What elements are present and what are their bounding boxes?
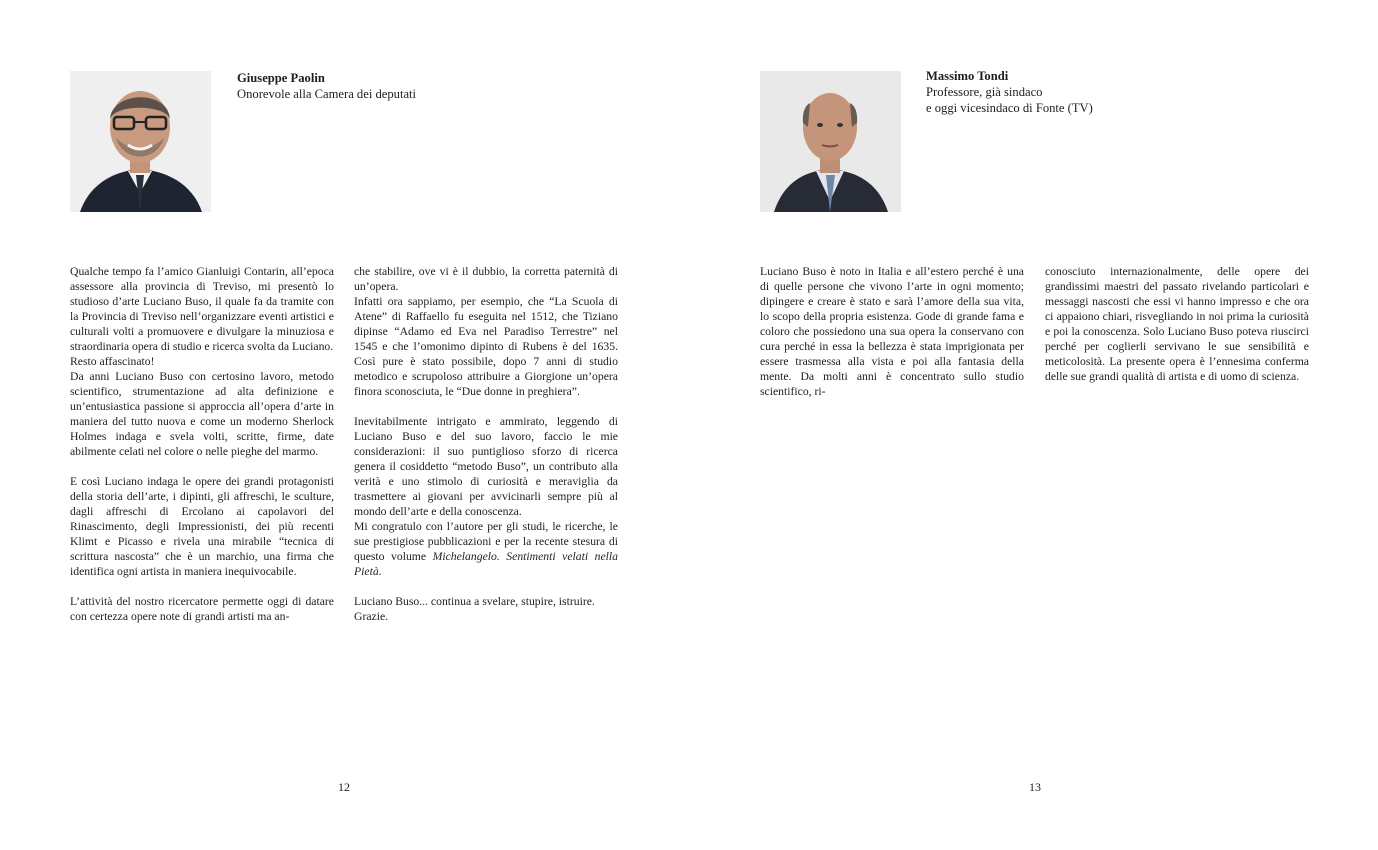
- author-photo-paolin: [70, 71, 211, 212]
- paragraph-gap: [354, 399, 618, 414]
- author-role: Onorevole alla Camera dei deputati: [237, 87, 417, 101]
- right-page: [689, 0, 1378, 850]
- paragraph: che stabilire, ove vi è il dubbio, la corretta paternità di un’opera.: [354, 265, 618, 293]
- paragraph-gap: [70, 459, 334, 474]
- author-name: Massimo Tondi: [926, 69, 1009, 83]
- page-number: 12: [338, 780, 350, 794]
- author-name: Giuseppe Paolin: [237, 71, 325, 85]
- text-column-1: [70, 264, 334, 624]
- paragraph-gap: [70, 579, 334, 594]
- paragraph: Luciano Buso è noto in Italia e all’estero perché è una di quelle persone che vivono l’arte in ogni momento; dipingere e creare è stato e sarà l’amore della sua vita, lo scopo della propria esistenza. Gode di grande fama e coloro che possiedono una sua opera la conservano con cura perché in essa la bellezza è stata imprigionata per essere trasmessa alla vista e poi alla fantasia della mente. Da molti anni è concentrato sullo studio scientifico, ri-: [760, 265, 1024, 398]
- paragraph: Luciano Buso... continua a svelare, stupire, istruire.: [354, 595, 595, 608]
- author-role-line-1: Professore, già sindaco: [926, 85, 1043, 99]
- book-title: Michelangelo. Sentimenti velati nella Pietà: [354, 550, 618, 578]
- paragraph: Resto affascinato!: [70, 355, 155, 368]
- paragraph-gap: [354, 579, 618, 594]
- paragraph-text: Mi congratulo con l’autore per gli studi, le ricerche, le sue prestigiose pubblicazioni e per la recente stesura di questo volume: [354, 520, 618, 563]
- paragraph: Grazie.: [354, 610, 389, 623]
- paragraph: E così Luciano indaga le opere dei grandi protagonisti della storia dell’arte, i dipinti, gli affreschi, le sculture, dagli affreschi di Ercolano ai capolavori del Rinascimento, degli Impressionisti, dei più recenti Klimt e Picasso e rivela una mirabile “tecnica di scrittura nascosta” che è un marchio, una firma che identifica ogni artista in maniera inequivocabile.: [70, 475, 334, 578]
- paragraph: Inevitabilmente intrigato e ammirato, leggendo di Luciano Buso e del suo lavoro, faccio le mie considerazioni: il suo puntiglioso sforzo di ricerca genera il cosiddetto “metodo Buso”, un contributo alla verità e uno stimolo di curiosità e meraviglia da trasmettere ai giovani per avvicinarli sempre più al mondo dell’arte e della conoscenza.: [354, 415, 618, 518]
- paragraph: conosciuto internazionalmente, delle opere dei grandissimi maestri del passato rivelando particolari e messaggi nascosti che essi vi hanno impresso e che ora ci appaiono chiari, risvegliando in noi prima la curiosità e poi la conoscenza. Solo Luciano Buso poteva riuscirci perché per coglierli servivano le sue sensibilità e meticolosità. La presente opera è l’ennesima conferma delle sue grandi qualità di artista e di uomo di scienza.: [1045, 265, 1309, 383]
- text-column-2: [1045, 264, 1309, 384]
- author-block-paolin: [237, 70, 416, 102]
- paragraph: Qualche tempo fa l’amico Gianluigi Contarin, all’epoca assessore alla provincia di Treviso, mi presentò lo studioso d’arte Luciano Buso, il quale fa da tramite con la Provincia di Treviso nell’organizzare eventi artistici e culturali volti a promuovere e divulgare la minuziosa e straordinaria opera di studio e ricerca svolta da Luciano.: [70, 265, 334, 353]
- text-column-1: [760, 264, 1024, 399]
- page-number: 13: [1029, 780, 1041, 794]
- paragraph: Da anni Luciano Buso con certosino lavoro, metodo scientifico, strumentazione ad alta definizione e un’entusiastica passione si approccia all’opera d’arte in maniera del tutto nuova e come un moderno Sherlock Holmes indaga e svela volti, scritte, firme, date abilmente celati nel colore o nelle pieghe del marmo.: [70, 370, 334, 458]
- paragraph: L’attività del nostro ricercatore permette oggi di datare con certezza opere note di grandi artisti ma an-: [70, 595, 334, 623]
- text-column-2: [354, 264, 618, 624]
- paragraph-text: .: [378, 565, 382, 578]
- author-block-tondi: [926, 68, 1093, 116]
- author-role-line-2: e oggi vicesindaco di Fonte (TV): [926, 101, 1093, 115]
- paragraph: Infatti ora sappiamo, per esempio, che “La Scuola di Atene” di Raffaello fu eseguita nel 1512, che Tiziano dipinse “Adamo ed Eva nel Paradiso Terrestre” nel 1545 e che l’omonimo dipinto di Rubens è del 1635. Così pure è stato possibile, dopo 7 anni di studio metodico e scrupoloso attribuire a Giorgione un’opera finora sconosciuta, le “Due donne in preghiera”.: [354, 295, 618, 398]
- paragraph: [354, 519, 618, 579]
- author-photo-tondi: [760, 71, 901, 212]
